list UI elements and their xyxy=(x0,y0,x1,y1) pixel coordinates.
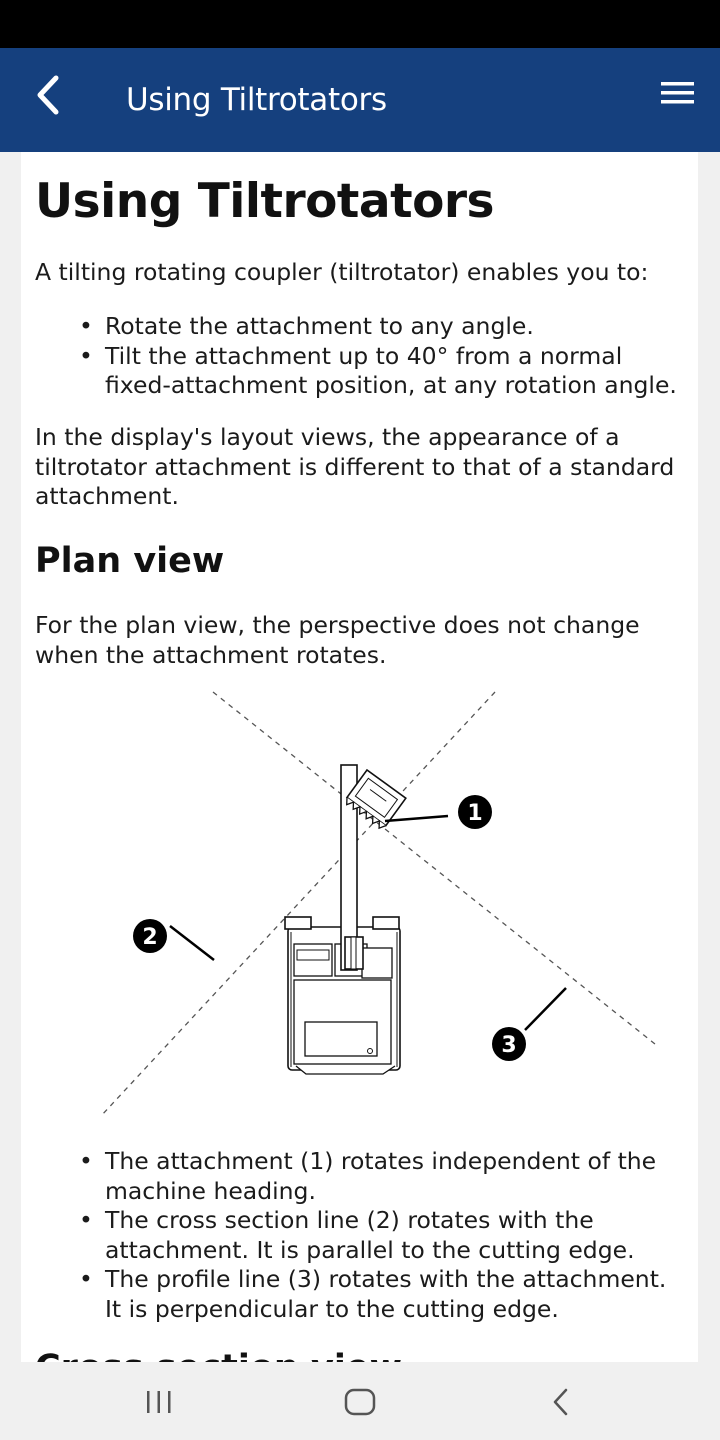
profile-line xyxy=(213,692,655,1044)
system-nav-bar xyxy=(0,1362,720,1440)
home-button[interactable] xyxy=(335,1380,385,1424)
app-title: Using Tiltrotators xyxy=(126,82,387,118)
plan-view-figure xyxy=(21,682,698,1132)
list-item: • The profile line (3) rotates with the attachment. It is perpendicular to the cutting edge. xyxy=(79,1265,669,1324)
callout-1-leader xyxy=(385,816,448,821)
callout-3-label: 3 xyxy=(501,1033,517,1058)
callout-2 xyxy=(133,919,167,953)
back-icon xyxy=(536,1380,586,1424)
plan-view-diagram xyxy=(21,682,698,1132)
plan-view-paragraph: For the plan view, the perspective does not change when the attachment rotates. xyxy=(35,611,640,669)
recents-button[interactable] xyxy=(134,1380,184,1424)
home-icon xyxy=(335,1380,385,1424)
callout-1-label: 1 xyxy=(467,801,483,826)
recents-icon xyxy=(134,1380,184,1424)
intro-bullet-list xyxy=(79,312,679,401)
callout-1 xyxy=(458,795,492,829)
list-item: • Tilt the attachment up to 40° from a normal fixed-attachment position, at any rotation angle. xyxy=(79,342,679,401)
back-button[interactable] xyxy=(22,68,78,124)
callout-3-leader xyxy=(525,988,566,1030)
page-title: Using Tiltrotators xyxy=(35,174,495,229)
list-item: • The cross section line (2) rotates with the attachment. It is parallel to the cutting edge. xyxy=(79,1206,669,1265)
callout-3 xyxy=(492,1027,526,1061)
plan-view-heading: Plan view xyxy=(35,541,225,581)
callout-2-label: 2 xyxy=(142,925,158,950)
chevron-left-icon xyxy=(22,68,78,124)
list-item: • The attachment (1) rotates independent of the machine heading. xyxy=(79,1147,669,1206)
nav-back-button[interactable] xyxy=(536,1380,586,1424)
intro-paragraph: A tilting rotating coupler (tiltrotator) enables you to: xyxy=(35,258,649,286)
list-item: • Rotate the attachment to any angle. xyxy=(79,312,679,342)
layout-note-paragraph: In the display's layout views, the appearance of a tiltrotator attachment is different to that of a standard attachment. xyxy=(35,423,675,510)
plan-view-bullet-list xyxy=(79,1147,669,1324)
hamburger-menu-icon xyxy=(650,74,706,118)
app-bar xyxy=(0,48,720,152)
status-bar xyxy=(0,0,720,48)
article-content xyxy=(21,152,698,1362)
callout-2-leader xyxy=(170,926,214,960)
menu-button[interactable] xyxy=(650,74,706,118)
